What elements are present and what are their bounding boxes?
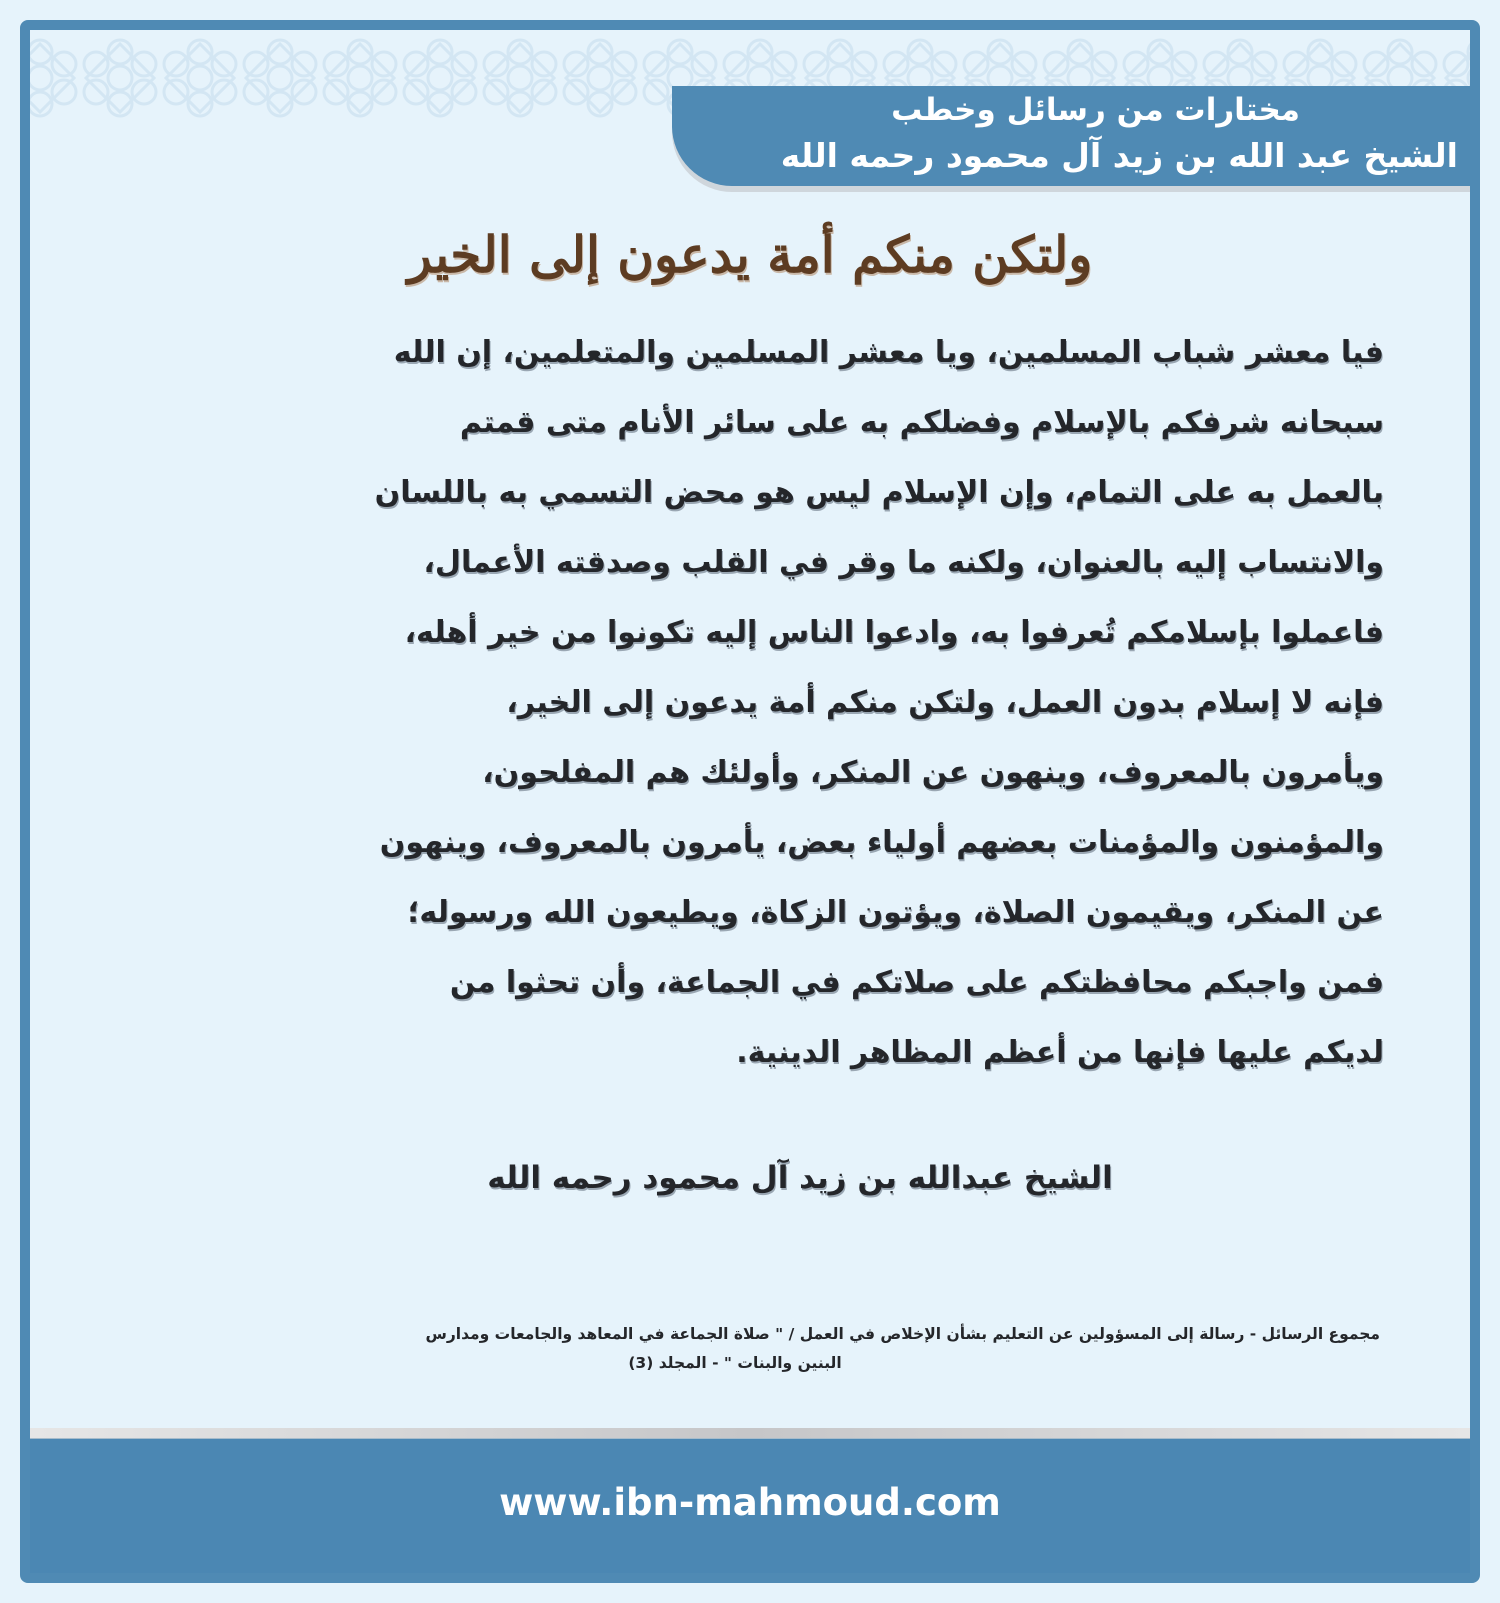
body-line: عن المنكر، ويقيمون الصلاة، ويؤتون الزكاة، ويطيعون الله ورسوله؛ [407,895,1384,930]
article-title: ولتكن منكم أمة يدعون إلى الخير [407,225,1093,284]
card-frame [20,20,1480,1583]
author-signature: الشيخ عبدالله بن زيد آل محمود رحمه الله [487,1160,1113,1196]
series-header-banner [672,86,1470,186]
body-line: بالعمل به على التمام، وإن الإسلام ليس هو محض التسمي به باللسان [374,475,1384,510]
source-line: البنين والبنات " - المجلد (3) [628,1354,842,1372]
source-line: مجموع الرسائل - رسالة إلى المسؤولين عن التعليم بشأن الإخلاص في العمل / " صلاة الجماعة في المعاهد والجامعات ومدارس [425,1325,1380,1343]
body-line: فمن واجبكم محافظتكم على صلاتكم في الجماعة، وأن تحثوا من [449,965,1384,1000]
body-line: سبحانه شرفكم بالإسلام وفضلكم به على سائر الأنام متى قمتم [459,405,1384,440]
body-line: فيا معشر شباب المسلمين، ويا معشر المسلمين والمتعلمين، إن الله [393,335,1384,370]
source-citation [90,1320,1380,1378]
body-line: ويأمرون بالمعروف، وينهون عن المنكر، وأولئك هم المفلحون، [482,755,1384,790]
footer-band [30,1439,1470,1573]
body-line: فاعملوا بإسلامكم تُعرفوا به، وادعوا الناس إليه تكونوا من خير أهله، [404,615,1384,650]
divider-strip [30,1428,1470,1439]
series-author: الشيخ عبد الله بن زيد آل محمود رحمه الله [780,136,1458,175]
body-line: والانتساب إليه بالعنوان، ولكنه ما وقر في القلب وصدقته الأعمال، [423,545,1384,580]
series-title: مختارات من رسائل وخطب [891,92,1300,128]
website-link[interactable]: www.ibn-mahmoud.com [499,1480,1001,1524]
body-line: لديكم عليها فإنها من أعظم المظاهر الدينية. [736,1035,1384,1070]
body-line: فإنه لا إسلام بدون العمل، ولتكن منكم أمة يدعون إلى الخير، [506,685,1384,720]
article-body [134,318,1384,1088]
body-line: والمؤمنون والمؤمنات بعضهم أولياء بعض، يأمرون بالمعروف، وينهون [379,825,1384,860]
